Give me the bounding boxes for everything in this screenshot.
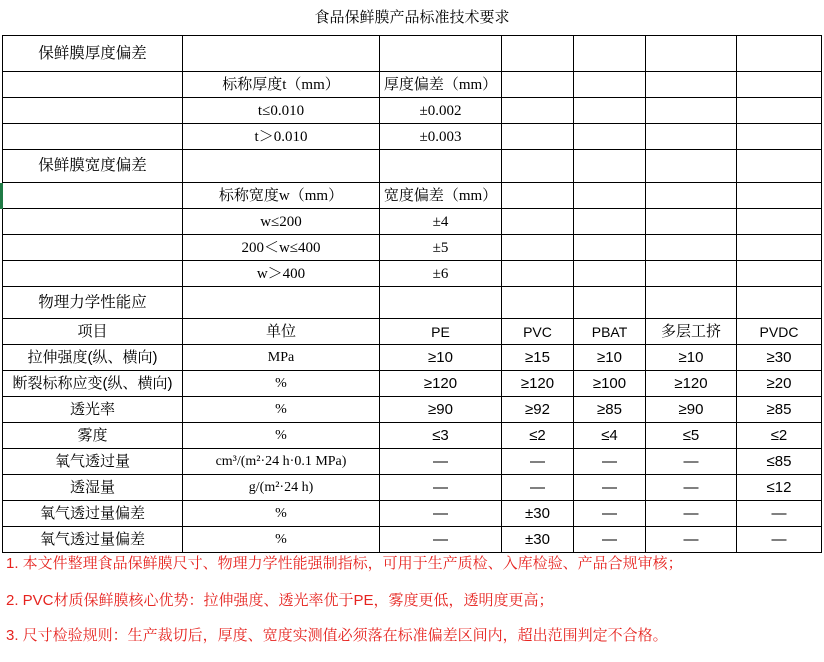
empty-cell[interactable] bbox=[646, 183, 737, 209]
multilayer-value-cell[interactable]: ≤5 bbox=[646, 423, 737, 449]
empty-cell[interactable] bbox=[574, 235, 646, 261]
pvc-value-cell[interactable]: — bbox=[502, 475, 574, 501]
unit-cell[interactable]: % bbox=[183, 371, 380, 397]
pbat-value-cell[interactable]: ≤4 bbox=[574, 423, 646, 449]
pe-value-cell[interactable]: ≤3 bbox=[380, 423, 502, 449]
note-2[interactable]: 2. PVC材质保鲜膜核心优势：拉伸强度、透光率优于PE，雾度更低，透明度更高； bbox=[6, 592, 554, 609]
multilayer-value-cell[interactable]: ≥10 bbox=[646, 345, 737, 371]
empty-cell[interactable] bbox=[574, 261, 646, 287]
width-section-label[interactable]: 保鲜膜宽度偏差 bbox=[2, 150, 183, 183]
multilayer-value-cell[interactable]: ≥90 bbox=[646, 397, 737, 423]
pbat-value-cell[interactable]: — bbox=[574, 527, 646, 553]
thickness-section-label[interactable]: 保鲜膜厚度偏差 bbox=[2, 36, 183, 72]
pvdc-value-cell[interactable]: ≥30 bbox=[737, 345, 822, 371]
empty-cell[interactable] bbox=[2, 235, 183, 261]
empty-cell[interactable] bbox=[502, 287, 574, 319]
empty-cell[interactable] bbox=[646, 36, 737, 72]
pbat-value-cell[interactable]: — bbox=[574, 449, 646, 475]
width-deviation-cell[interactable]: ±6 bbox=[380, 261, 502, 287]
empty-cell[interactable] bbox=[502, 72, 574, 98]
property-name-cell[interactable]: 断裂标称应变(纵、横向) bbox=[2, 371, 183, 397]
empty-cell[interactable] bbox=[574, 72, 646, 98]
empty-cell[interactable] bbox=[574, 98, 646, 124]
empty-cell[interactable] bbox=[574, 183, 646, 209]
property-name-cell[interactable]: 氧气透过量偏差 bbox=[2, 501, 183, 527]
multilayer-value-cell[interactable]: ≥120 bbox=[646, 371, 737, 397]
pvc-value-cell[interactable]: ≥120 bbox=[502, 371, 574, 397]
empty-cell[interactable] bbox=[502, 124, 574, 150]
multilayer-value-cell[interactable]: — bbox=[646, 501, 737, 527]
empty-cell[interactable] bbox=[183, 36, 380, 72]
pe-value-cell[interactable]: — bbox=[380, 475, 502, 501]
pvc-value-cell[interactable]: ≥92 bbox=[502, 397, 574, 423]
column-header-pvdc[interactable]: PVDC bbox=[737, 319, 822, 345]
empty-cell[interactable] bbox=[737, 209, 822, 235]
note-3[interactable]: 3. 尺寸检验规则：生产裁切后，厚度、宽度实测值必须落在标准偏差区间内，超出范围判定不合格。 bbox=[6, 627, 668, 644]
pvc-value-cell[interactable]: ±30 bbox=[502, 527, 574, 553]
thickness-nominal-cell[interactable]: t≤0.010 bbox=[183, 98, 380, 124]
property-name-cell[interactable]: 透光率 bbox=[2, 397, 183, 423]
pvdc-value-cell[interactable]: ≤2 bbox=[737, 423, 822, 449]
empty-cell[interactable] bbox=[646, 209, 737, 235]
width-nominal-cell[interactable]: w＞400 bbox=[183, 261, 380, 287]
empty-cell[interactable] bbox=[646, 261, 737, 287]
pbat-value-cell[interactable]: — bbox=[574, 501, 646, 527]
selection-indicator bbox=[0, 183, 3, 209]
empty-cell[interactable] bbox=[502, 261, 574, 287]
empty-cell[interactable] bbox=[574, 287, 646, 319]
empty-cell[interactable] bbox=[646, 72, 737, 98]
unit-cell[interactable]: % bbox=[183, 397, 380, 423]
empty-cell[interactable] bbox=[737, 287, 822, 319]
pvdc-value-cell[interactable]: ≥20 bbox=[737, 371, 822, 397]
pvdc-value-cell[interactable]: — bbox=[737, 527, 822, 553]
pbat-value-cell[interactable]: ≥10 bbox=[574, 345, 646, 371]
empty-cell[interactable] bbox=[574, 150, 646, 183]
pe-value-cell[interactable]: — bbox=[380, 501, 502, 527]
column-header-item[interactable]: 项目 bbox=[2, 319, 183, 345]
empty-cell[interactable] bbox=[646, 235, 737, 261]
table-title[interactable]: 食品保鲜膜产品标准技术要求 bbox=[2, 0, 822, 36]
empty-cell[interactable] bbox=[183, 150, 380, 183]
empty-cell[interactable] bbox=[737, 98, 822, 124]
pvdc-value-cell[interactable]: ≤85 bbox=[737, 449, 822, 475]
pvc-value-cell[interactable]: — bbox=[502, 449, 574, 475]
unit-cell[interactable]: g/(m²·24 h) bbox=[183, 475, 380, 501]
pe-value-cell[interactable]: ≥120 bbox=[380, 371, 502, 397]
unit-cell[interactable]: MPa bbox=[183, 345, 380, 371]
thickness-nominal-cell[interactable]: t＞0.010 bbox=[183, 124, 380, 150]
standards-table bbox=[2, 0, 822, 553]
pvc-value-cell[interactable]: ≥15 bbox=[502, 345, 574, 371]
multilayer-value-cell[interactable]: — bbox=[646, 475, 737, 501]
empty-cell[interactable] bbox=[380, 150, 502, 183]
pvdc-value-cell[interactable]: — bbox=[737, 501, 822, 527]
width-deviation-cell[interactable]: ±4 bbox=[380, 209, 502, 235]
thickness-deviation-cell[interactable]: ±0.002 bbox=[380, 98, 502, 124]
empty-cell[interactable] bbox=[2, 124, 183, 150]
empty-cell[interactable] bbox=[574, 209, 646, 235]
pe-value-cell[interactable]: — bbox=[380, 527, 502, 553]
pbat-value-cell[interactable]: ≥85 bbox=[574, 397, 646, 423]
property-name-cell[interactable]: 透湿量 bbox=[2, 475, 183, 501]
empty-cell[interactable] bbox=[574, 124, 646, 150]
empty-cell[interactable] bbox=[183, 287, 380, 319]
empty-cell[interactable] bbox=[502, 183, 574, 209]
empty-cell[interactable] bbox=[646, 150, 737, 183]
pe-value-cell[interactable]: ≥10 bbox=[380, 345, 502, 371]
width-deviation-cell[interactable]: ±5 bbox=[380, 235, 502, 261]
empty-cell[interactable] bbox=[646, 98, 737, 124]
pvc-value-cell[interactable]: ±30 bbox=[502, 501, 574, 527]
column-header-pvc[interactable]: PVC bbox=[502, 319, 574, 345]
unit-cell[interactable]: % bbox=[183, 527, 380, 553]
empty-cell[interactable] bbox=[646, 287, 737, 319]
empty-cell[interactable] bbox=[737, 150, 822, 183]
thickness-header-nominal[interactable]: 标称厚度t（mm） bbox=[183, 72, 380, 98]
multilayer-value-cell[interactable]: — bbox=[646, 449, 737, 475]
empty-cell[interactable] bbox=[737, 36, 822, 72]
empty-cell[interactable] bbox=[737, 124, 822, 150]
width-header-nominal[interactable]: 标称宽度w（mm） bbox=[183, 183, 380, 209]
empty-cell[interactable] bbox=[2, 261, 183, 287]
empty-cell[interactable] bbox=[2, 183, 183, 209]
pvdc-value-cell[interactable]: ≥85 bbox=[737, 397, 822, 423]
pvc-value-cell[interactable]: ≤2 bbox=[502, 423, 574, 449]
pe-value-cell[interactable]: — bbox=[380, 449, 502, 475]
empty-cell[interactable] bbox=[502, 150, 574, 183]
empty-cell[interactable] bbox=[2, 209, 183, 235]
mechanical-section-label[interactable]: 物理力学性能应 bbox=[2, 287, 183, 319]
pbat-value-cell[interactable]: ≥100 bbox=[574, 371, 646, 397]
empty-cell[interactable] bbox=[502, 209, 574, 235]
property-name-cell[interactable]: 拉伸强度(纵、横向) bbox=[2, 345, 183, 371]
empty-cell[interactable] bbox=[502, 235, 574, 261]
thickness-deviation-cell[interactable]: ±0.003 bbox=[380, 124, 502, 150]
empty-cell[interactable] bbox=[737, 72, 822, 98]
unit-cell[interactable]: cm³/(m²·24 h·0.1 MPa) bbox=[183, 449, 380, 475]
unit-cell[interactable]: % bbox=[183, 423, 380, 449]
empty-cell[interactable] bbox=[646, 124, 737, 150]
column-header-multilayer[interactable]: 多层工挤 bbox=[646, 319, 737, 345]
column-header-pbat[interactable]: PBAT bbox=[574, 319, 646, 345]
pvdc-value-cell[interactable]: ≤12 bbox=[737, 475, 822, 501]
empty-cell[interactable] bbox=[737, 261, 822, 287]
note-1[interactable]: 1. 本文件整理食品保鲜膜尺寸、物理力学性能强制指标，可用于生产质检、入库检验、产品合规审核； bbox=[6, 555, 683, 572]
thickness-header-deviation[interactable]: 厚度偏差（mm） bbox=[380, 72, 502, 98]
empty-cell[interactable] bbox=[380, 287, 502, 319]
multilayer-value-cell[interactable]: — bbox=[646, 527, 737, 553]
property-name-cell[interactable]: 氧气透过量偏差 bbox=[2, 527, 183, 553]
property-name-cell[interactable]: 氧气透过量 bbox=[2, 449, 183, 475]
width-nominal-cell[interactable]: 200＜w≤400 bbox=[183, 235, 380, 261]
empty-cell[interactable] bbox=[2, 72, 183, 98]
empty-cell[interactable] bbox=[574, 36, 646, 72]
width-nominal-cell[interactable]: w≤200 bbox=[183, 209, 380, 235]
empty-cell[interactable] bbox=[2, 98, 183, 124]
column-header-unit[interactable]: 单位 bbox=[183, 319, 380, 345]
pe-value-cell[interactable]: ≥90 bbox=[380, 397, 502, 423]
unit-cell[interactable]: % bbox=[183, 501, 380, 527]
empty-cell[interactable] bbox=[502, 98, 574, 124]
empty-cell[interactable] bbox=[737, 183, 822, 209]
pbat-value-cell[interactable]: — bbox=[574, 475, 646, 501]
property-name-cell[interactable]: 雾度 bbox=[2, 423, 183, 449]
empty-cell[interactable] bbox=[502, 36, 574, 72]
empty-cell[interactable] bbox=[380, 36, 502, 72]
width-header-deviation[interactable]: 宽度偏差（mm） bbox=[380, 183, 502, 209]
column-header-pe[interactable]: PE bbox=[380, 319, 502, 345]
empty-cell[interactable] bbox=[737, 235, 822, 261]
